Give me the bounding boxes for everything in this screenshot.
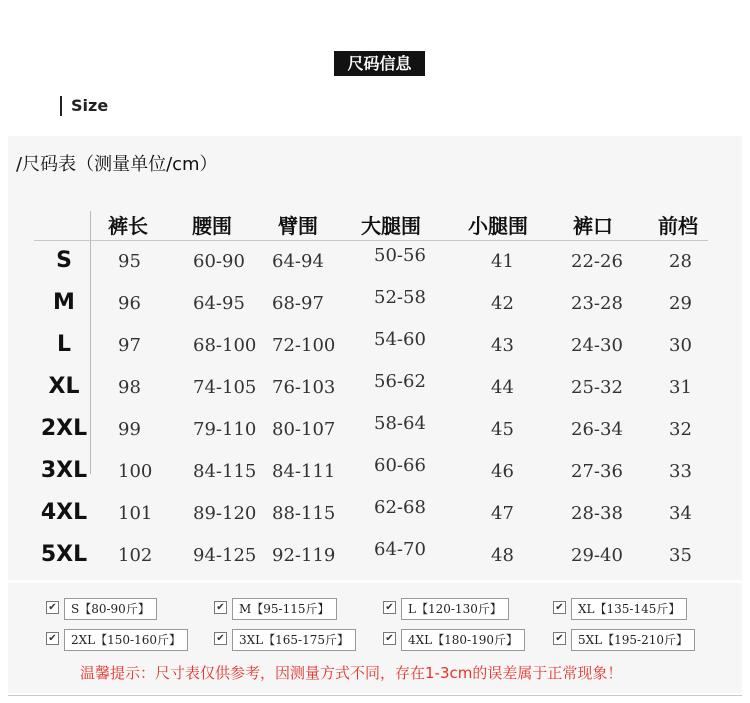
size-row-label: 4XL: [40, 500, 88, 525]
table-cell: 96: [118, 293, 141, 314]
size-row-label: L: [56, 332, 72, 357]
weight-option-label: 3XL【165-175斤】: [232, 629, 356, 651]
table-cell: 46: [491, 461, 514, 482]
table-cell: 60-90: [193, 251, 245, 272]
size-heading: Size: [60, 96, 108, 116]
table-cell: 54-60: [374, 329, 426, 350]
column-header: 裤长: [108, 214, 148, 238]
column-header: 小腿围: [468, 214, 528, 238]
size-row-label: S: [56, 248, 72, 273]
size-row-label: 5XL: [40, 542, 88, 567]
table-cell: 94-125: [193, 545, 257, 566]
checkbox[interactable]: ✔: [383, 632, 396, 645]
size-table-panel: [8, 136, 742, 580]
table-cell: 84-111: [272, 461, 336, 482]
table-cell: 42: [491, 293, 514, 314]
weight-option-label: 4XL【180-190斤】: [401, 629, 525, 651]
size-table: [8, 136, 742, 580]
table-cell: 35: [669, 545, 692, 566]
table-cell: 52-58: [374, 287, 426, 308]
table-cell: 64-70: [374, 539, 426, 560]
weight-option-label: M【95-115斤】: [232, 598, 337, 620]
table-cell: 28: [669, 251, 692, 272]
column-header: 前档: [658, 214, 698, 238]
table-cell: 68-97: [272, 293, 324, 314]
table-cell: 43: [491, 335, 514, 356]
checkbox[interactable]: ✔: [214, 632, 227, 645]
table-cell: 23-28: [571, 293, 623, 314]
checkbox[interactable]: ✔: [553, 601, 566, 614]
table-cell: 101: [118, 503, 153, 524]
table-cell: 64-94: [272, 251, 324, 272]
table-cell: 76-103: [272, 377, 336, 398]
table-cell: 68-100: [193, 335, 257, 356]
table-cell: 102: [118, 545, 153, 566]
size-row-label: 2XL: [40, 416, 88, 441]
table-cell: 92-119: [272, 545, 336, 566]
table-cell: 48: [491, 545, 514, 566]
table-cell: 24-30: [571, 335, 623, 356]
table-cell: 88-115: [272, 503, 336, 524]
size-row-label: M: [53, 290, 75, 315]
table-cell: 79-110: [193, 419, 257, 440]
weight-option-label: S【80-90斤】: [64, 598, 157, 620]
weight-option-label: 5XL【195-210斤】: [571, 629, 695, 651]
table-cell: 31: [669, 377, 692, 398]
column-header: 大腿围: [361, 214, 421, 238]
table-cell: 29-40: [571, 545, 623, 566]
size-row-label: XL: [48, 374, 80, 399]
checkbox[interactable]: ✔: [383, 601, 396, 614]
table-cell: 60-66: [374, 455, 426, 476]
table-cell: 28-38: [571, 503, 623, 524]
checkbox[interactable]: ✔: [214, 601, 227, 614]
table-cell: 33: [669, 461, 692, 482]
table-cell: 80-107: [272, 419, 336, 440]
table-cell: 32: [669, 419, 692, 440]
table-cell: 56-62: [374, 371, 426, 392]
table-cell: 29: [669, 293, 692, 314]
checkbox[interactable]: ✔: [46, 601, 59, 614]
weight-option-label: L【120-130斤】: [401, 598, 509, 620]
table-cell: 62-68: [374, 497, 426, 518]
size-row-label: 3XL: [40, 458, 88, 483]
weight-option-label: XL【135-145斤】: [571, 598, 687, 620]
table-cell: 100: [118, 461, 153, 482]
table-cell: 74-105: [193, 377, 257, 398]
table-cell: 30: [669, 335, 692, 356]
weight-option-label: 2XL【150-160斤】: [64, 629, 188, 651]
table-cell: 64-95: [193, 293, 245, 314]
table-cell: 50-56: [374, 245, 426, 266]
table-cell: 45: [491, 419, 514, 440]
table-cell: 99: [118, 419, 141, 440]
table-cell: 27-36: [571, 461, 623, 482]
table-cell: 98: [118, 377, 141, 398]
table-cell: 41: [491, 251, 514, 272]
table-cell: 84-115: [193, 461, 257, 482]
column-header: 裤口: [573, 214, 613, 238]
table-cell: 44: [491, 377, 514, 398]
measurement-tip: 温馨提示：尺寸表仅供参考，因测量方式不同，存在1-3cm的误差属于正常现象！: [80, 664, 623, 682]
table-cell: 34: [669, 503, 692, 524]
table-cell: 22-26: [571, 251, 623, 272]
column-header: 腰围: [192, 214, 232, 238]
table-cell: 95: [118, 251, 141, 272]
column-header: 臂围: [278, 214, 318, 238]
checkbox[interactable]: ✔: [46, 632, 59, 645]
table-cell: 97: [118, 335, 141, 356]
table-cell: 25-32: [571, 377, 623, 398]
table-cell: 89-120: [193, 503, 257, 524]
section-title-badge: 尺码信息: [334, 51, 425, 76]
table-divider-horizontal: [34, 240, 708, 241]
size-table-title: /尺码表（测量单位/cm）: [16, 154, 218, 175]
table-cell: 72-100: [272, 335, 336, 356]
table-cell: 58-64: [374, 413, 426, 434]
checkbox[interactable]: ✔: [553, 632, 566, 645]
table-cell: 47: [491, 503, 514, 524]
table-cell: 26-34: [571, 419, 623, 440]
bottom-divider: [8, 695, 742, 696]
